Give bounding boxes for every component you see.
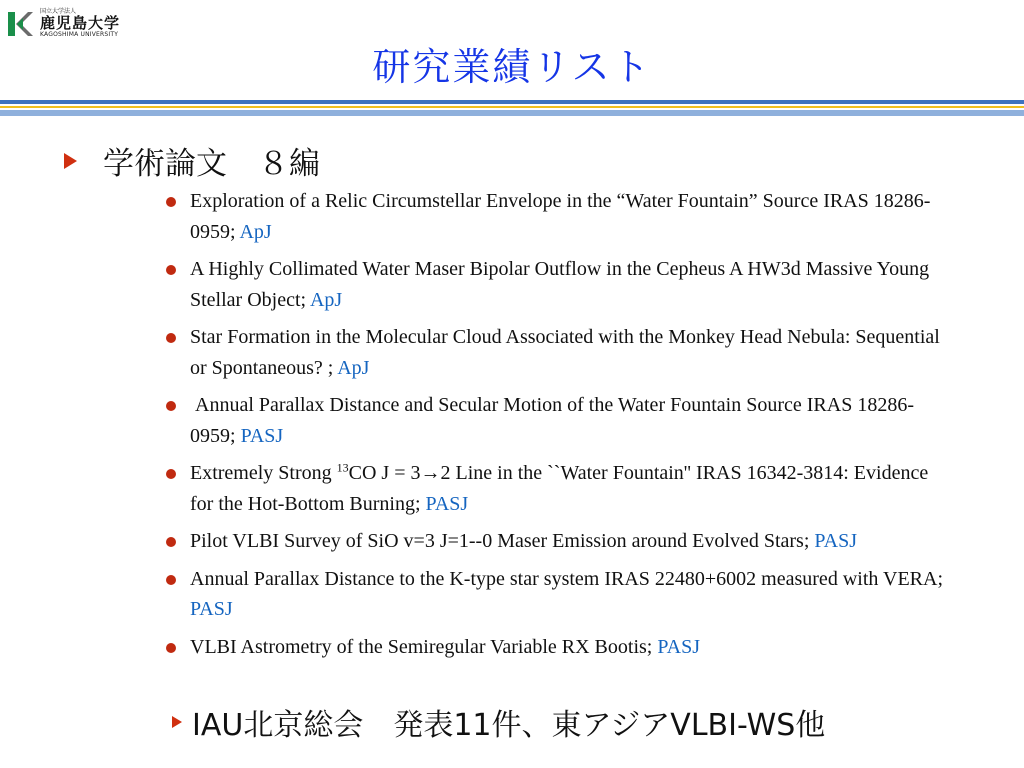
paper-title-prefix: Extremely Strong xyxy=(190,462,337,484)
bullet-dot-icon xyxy=(166,197,176,207)
kagoshima-logo-mark-icon xyxy=(6,10,34,38)
section-heading-presentations xyxy=(172,700,825,744)
journal-name: ApJ xyxy=(309,288,343,311)
list-item xyxy=(166,390,956,451)
journal-name: ApJ xyxy=(337,356,370,379)
list-item xyxy=(166,526,956,557)
paper-title: Annual Parallax Distance and Secular Motion of the Water Fountain Source IRAS 18286-0959; xyxy=(190,394,914,447)
paper-list xyxy=(166,186,956,669)
journal-name: PASJ xyxy=(190,598,233,620)
triangle-bullet-icon xyxy=(64,153,77,169)
paper-title: Annual Parallax Distance to the K-type star system IRAS 22480+6002 measured with VERA; xyxy=(190,567,944,590)
slide-title: 研究業績リスト xyxy=(372,45,652,89)
logo-university-name: 鹿児島大学 xyxy=(40,14,121,32)
logo-english-name: KAGOSHIMA UNIVERSITY xyxy=(40,31,119,38)
journal-name: PASJ xyxy=(814,530,858,552)
paper-title: CO J = 3→2 Line in the ``Water Fountain'' IRAS 16342-3814: Evidence for the Hot-Bottom Burning; xyxy=(190,462,929,515)
bullet-dot-icon xyxy=(166,643,176,653)
section-heading-papers xyxy=(64,138,320,183)
paper-title: A Highly Collimated Water Maser Bipolar Outflow in the Cepheus A HW3d Massive Young Stellar Object; xyxy=(190,258,930,311)
bullet-dot-icon xyxy=(166,469,176,479)
journal-name: PASJ xyxy=(240,424,284,447)
paper-title: Exploration of a Relic Circumstellar Envelope in the “Water Fountain” Source IRAS 18286-0959; xyxy=(190,190,931,243)
list-item xyxy=(166,458,956,519)
bullet-dot-icon xyxy=(166,265,176,275)
bullet-dot-icon xyxy=(166,575,176,585)
logo-small-text: 国立大学法人 xyxy=(40,8,77,15)
list-item xyxy=(166,254,956,315)
superscript-isotope: 13 xyxy=(336,460,349,475)
bullet-dot-icon xyxy=(166,401,176,411)
journal-name: PASJ xyxy=(657,635,700,658)
list-item xyxy=(166,564,956,625)
journal-name: ApJ xyxy=(239,220,272,243)
triangle-bullet-icon xyxy=(172,716,182,728)
list-item xyxy=(166,632,956,663)
list-item xyxy=(166,186,956,247)
list-item xyxy=(166,322,956,383)
bullet-dot-icon xyxy=(166,537,176,547)
section-heading-text: IAU北京総会 発表11件、東アジアVLBI-WS他 xyxy=(192,708,826,743)
paper-title: VLBI Astrometry of the Semiregular Variable RX Bootis; xyxy=(190,635,658,658)
header-rule-light-blue xyxy=(0,110,1024,116)
bullet-dot-icon xyxy=(166,333,176,343)
journal-name: PASJ xyxy=(425,492,469,515)
paper-title: Star Formation in the Molecular Cloud Associated with the Monkey Head Nebula: Sequential or Spontaneous? ; xyxy=(190,326,940,379)
paper-title: Pilot VLBI Survey of SiO v=3 J=1--0 Maser Emission around Evolved Stars; xyxy=(190,530,815,552)
header-rule-yellow xyxy=(0,106,1024,108)
header-rule-blue xyxy=(0,100,1024,104)
section-heading-text: 学術論文 ８編 xyxy=(103,146,320,182)
